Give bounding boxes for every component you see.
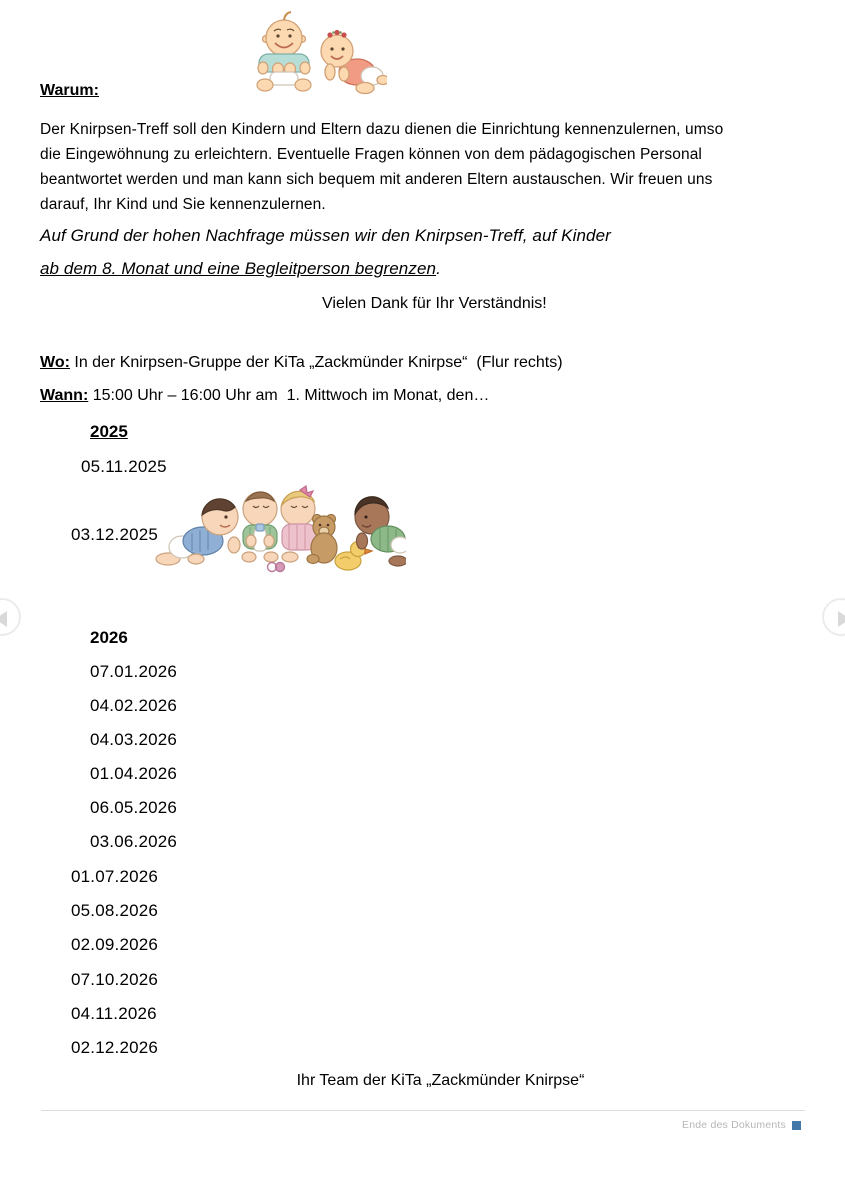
- wann-label: Wann:: [40, 387, 89, 404]
- wo-line: [40, 354, 563, 372]
- right-arrow-icon: [838, 611, 845, 627]
- schedule-2025-heading: 2025: [90, 422, 128, 441]
- end-of-document-label: Ende des Dokuments: [682, 1119, 786, 1131]
- babies-clipart-top: [237, 8, 387, 100]
- next-page-button[interactable]: [822, 598, 845, 636]
- schedule-date: 02.09.2026: [71, 935, 159, 954]
- wo-text: In der Knirpsen-Gruppe der KiTa „Zackmünder Knirpse“ (Flur rechts): [69, 354, 563, 371]
- babies-clipart-middle: [150, 477, 406, 577]
- schedule-date: 01.07.2026: [71, 867, 159, 886]
- page-divider: [41, 1110, 805, 1111]
- closing-line: Ihr Team der KiTa „Zackmünder Knirpse“: [296, 1072, 585, 1089]
- schedule-date: 04.11.2026: [71, 1004, 157, 1023]
- schedule-2026-heading: 2026: [90, 628, 128, 647]
- warum-heading: Warum:: [40, 82, 99, 99]
- schedule-date: 04.03.2026: [90, 730, 178, 749]
- wann-text: 15:00 Uhr – 16:00 Uhr am 1. Mittwoch im Monat, den…: [88, 387, 490, 404]
- intro-paragraph: [40, 117, 723, 217]
- schedule-date: 05.11.2025: [81, 457, 167, 476]
- intro-line: beantwortet werden und man kann sich bequem mit anderen Eltern austauschen. Wir freuen uns: [40, 171, 713, 188]
- wann-line: [40, 387, 489, 405]
- left-arrow-icon: [0, 611, 7, 627]
- schedule-date: 04.02.2026: [90, 696, 178, 715]
- schedule-date: 03.06.2026: [90, 832, 178, 851]
- previous-page-button[interactable]: [0, 598, 21, 636]
- notice-line-2-underlined: ab dem 8. Monat und eine Begleitperson begrenzen: [40, 259, 437, 278]
- schedule-date: 07.10.2026: [71, 970, 159, 989]
- notice-line-2-period: .: [436, 259, 441, 278]
- schedule-date: 01.04.2026: [90, 764, 178, 783]
- schedule-date: 03.12.2025: [71, 525, 159, 544]
- end-of-document-marker-icon: [792, 1121, 801, 1130]
- notice-line-1: Auf Grund der hohen Nachfrage müssen wir den Knirpsen-Treff, auf Kinder: [40, 226, 611, 245]
- intro-line: die Eingewöhnung zu erleichtern. Eventuelle Fragen können von dem pädagogischen Personal: [40, 146, 702, 163]
- schedule-date: 07.01.2026: [90, 662, 178, 681]
- end-of-document: [682, 1119, 801, 1131]
- schedule-date: 06.05.2026: [90, 798, 178, 817]
- schedule-date: 02.12.2026: [71, 1038, 159, 1057]
- wo-label: Wo:: [40, 354, 70, 371]
- intro-line: Der Knirpsen-Treff soll den Kindern und Eltern dazu dienen die Einrichtung kennenzulernen, umso: [40, 121, 724, 138]
- notice-line-2: [40, 259, 441, 279]
- schedule-date: 05.08.2026: [71, 901, 159, 920]
- intro-line: darauf, Ihr Kind und Sie kennenzulernen.: [40, 196, 326, 213]
- thanks-line: Vielen Dank für Ihr Verständnis!: [322, 295, 547, 312]
